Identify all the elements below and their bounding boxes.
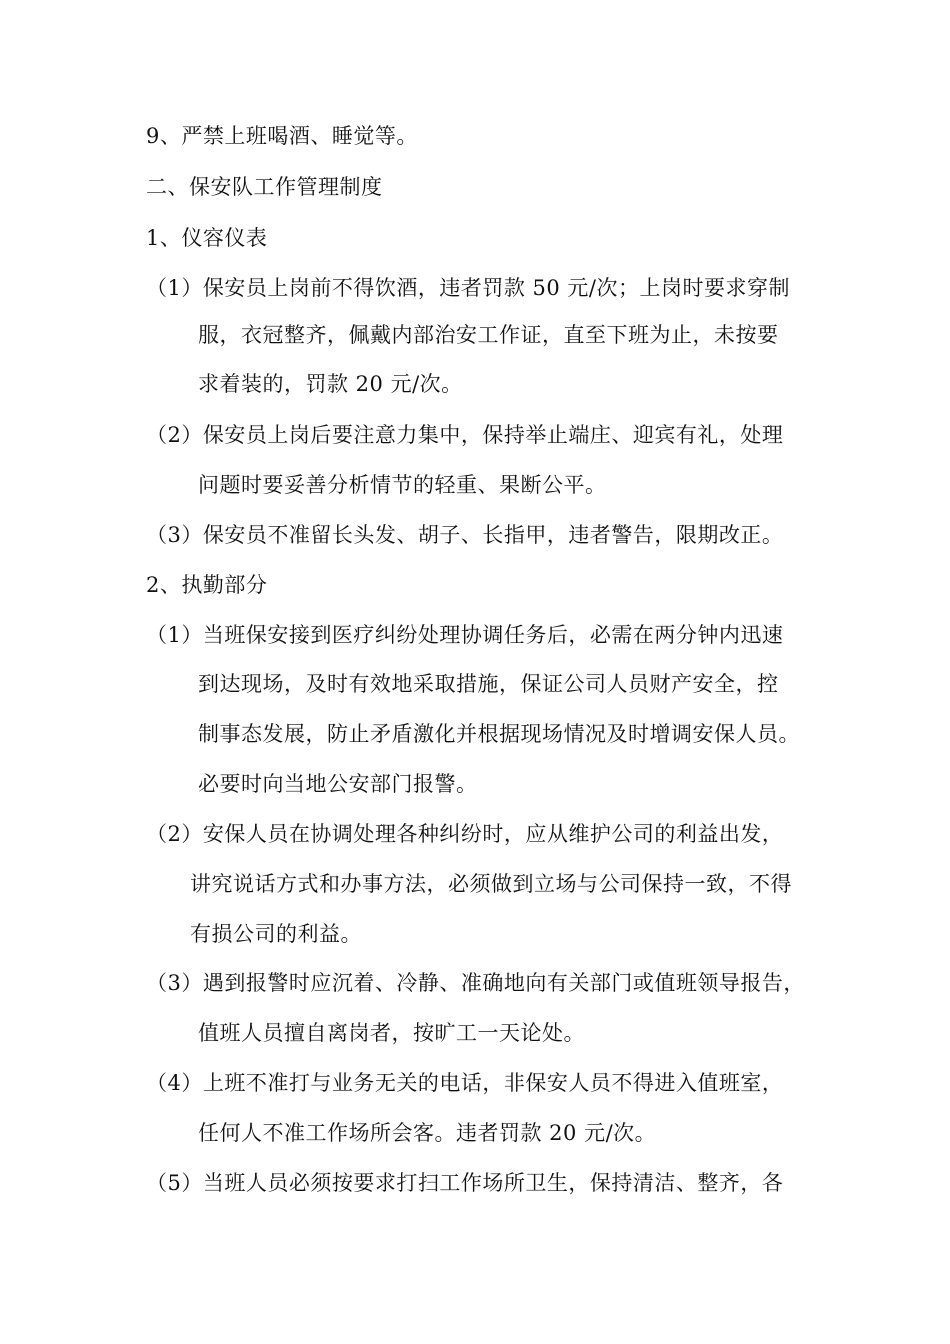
- text-line: （5）当班人员必须按要求打扫工作场所卫生，保持清洁、整齐，各: [146, 1171, 784, 1195]
- text-line: 制事态发展，防止矛盾激化并根据现场情况及时增调安保人员。: [198, 722, 800, 746]
- text-line: 求着装的，罚款 20 元/次。: [198, 372, 463, 396]
- text-line: 任何人不准工作场所会客。违者罚款 20 元/次。: [198, 1121, 657, 1145]
- text-line: 服，衣冠整齐，佩戴内部治安工作证，直至下班为止，未按要: [198, 323, 779, 347]
- text-line: 必要时向当地公安部门报警。: [198, 772, 478, 796]
- section-heading: 二、保安队工作管理制度: [146, 175, 383, 199]
- text-line: 讲究说话方式和办事方法，必须做到立场与公司保持一致，不得: [190, 872, 792, 896]
- text-line: （3）遇到报警时应沉着、冷静、准确地向有关部门或值班领导报告，: [146, 971, 805, 995]
- text-line: （3）保安员不准留长头发、胡子、长指甲，违者警告，限期改正。: [146, 523, 784, 547]
- text-line: 问题时要妥善分析情节的轻重、果断公平。: [198, 473, 607, 497]
- text-line: （4）上班不准打与业务无关的电话，非保安人员不得进入值班室，: [146, 1071, 784, 1095]
- subsection-heading: 2、执勤部分: [146, 573, 268, 597]
- text-line: （2）安保人员在协调处理各种纠纷时，应从维护公司的利益出发，: [146, 822, 784, 846]
- text-line: 到达现场，及时有效地采取措施，保证公司人员财产安全，控: [198, 672, 779, 696]
- subsection-heading: 1、仪容仪表: [146, 226, 268, 250]
- text-line: 值班人员擅自离岗者，按旷工一天论处。: [198, 1021, 585, 1045]
- text-line: 有损公司的利益。: [190, 922, 362, 946]
- text-line: （2）保安员上岗后要注意力集中，保持举止端庄、迎宾有礼，处理: [146, 423, 784, 447]
- text-line: 9、严禁上班喝酒、睡觉等。: [146, 124, 418, 148]
- text-line: （1）当班保安接到医疗纠纷处理协调任务后，必需在两分钟内迅速: [146, 623, 784, 647]
- text-line: （1）保安员上岗前不得饮酒，违者罚款 50 元/次；上岗时要求穿制: [146, 276, 791, 300]
